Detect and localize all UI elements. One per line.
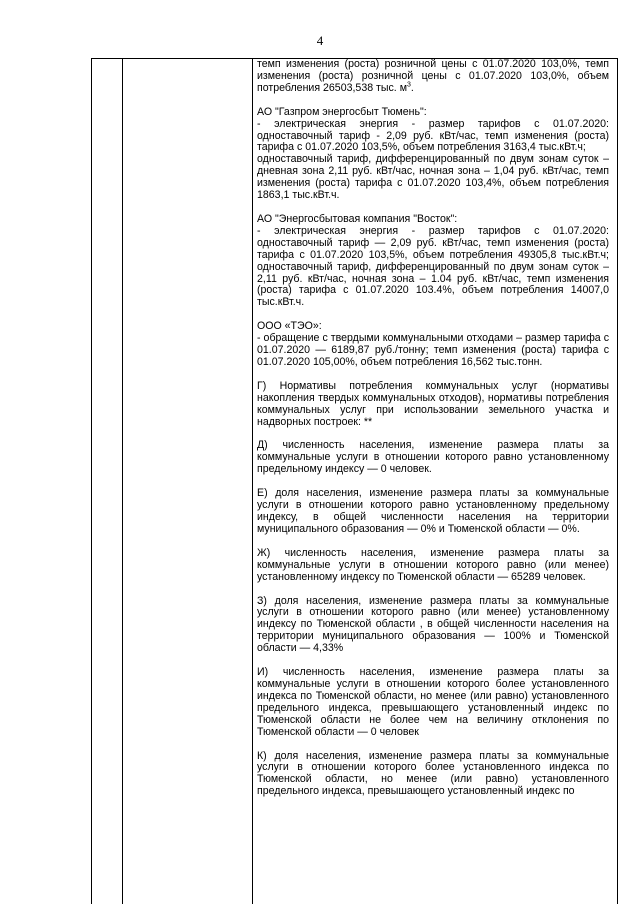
text-block [257,107,609,202]
block-paragraph: Ж) численность населения, изменение размера платы за коммунальные услуги в отношении которого равно (или менее) установленному индексу по Тюменской области — 65289 человек. [257,546,609,583]
block-paragraph: - электрическая энергия - размер тарифов с 01.07.2020: одноставочный тариф - 2,09 руб. кВт/час, темп изменения (роста) тарифа с 01.07.2020 103,5%, объем потребления 3163,4 тыс.кВт.ч; [257,117,609,154]
text-block [257,667,609,738]
text-block [257,751,609,799]
table-frame [91,58,618,904]
block-paragraph: одноставочный тариф, дифференцированный по двум зонам суток – дневная зона 2,11 руб. кВт/час, ночная зона – 1,04 руб. кВт/час, темп изменения (роста) тарифа с 01.07.2020 103,4%, объем потребления 1863,1 тыс.кВт.ч. [257,153,609,202]
page-number: 4 [316,33,324,48]
block-paragraph: - электрическая энергия - размер тарифов с 01.07.2020: одноставочный тариф — 2,09 руб. кВт/час, темп изменения (роста) тарифа с 01.07.2020 103,5%, объем потребления 49305,8 тыс.кВт.ч; одноставочный тариф, дифференцированный по двум зонам суток – 2,11 руб. кВт/час, ночная зона – 1.04 руб. кВт/час, темп изменения (роста) тарифа с 01.07.2020 103.4%, объем потребления 14007,0 тыс.кВт.ч. [257,224,609,309]
text-block [257,214,609,309]
block-paragraph: Д) численность населения, изменение размера платы за коммунальные услуги в отношении которого равно установленному предельному индексу — 0 человек. [257,439,609,476]
text-block [257,548,609,584]
text-block [257,596,609,656]
text-block [257,59,609,95]
block-paragraph: Г) Нормативы потребления коммунальных услуг (нормативы накопления твердых коммунальных отходов), нормативы потребления коммунальных услуг при использовании земельного участка и надворных построек: ** [257,379,609,428]
block-paragraph: темп изменения (роста) розничной цены с 01.07.2020 103,0%, темп изменения (роста) розничной цены с 01.07.2020 103,0%, объем потребления 26503,538 тыс. $м^3$. [257,59,609,94]
block-paragraph: Е) доля населения, изменение размера платы за коммунальные услуги в отношении которого равно установленному предельному индексу, в общей численности населения на территории муниципального образования — 0% и Тюменской области — 0%. [257,487,609,535]
column-divider-2 [252,59,253,904]
block-heading: АО "Газпром энергосбыт Тюмень": [257,105,427,118]
block-heading: ООО «ТЭО»: [257,320,322,333]
table-text-cell [257,59,609,904]
text-block [257,488,609,536]
block-paragraph: К) доля населения, изменение размера платы за коммунальные услуги в отношении которого более установленного индекса по Тюменской области, но менее (или равно) установленного предельного индекса, превышающего установленный индекс по [257,749,609,798]
block-paragraph: З) доля населения, изменение размера платы за коммунальные услуги в отношении которого равно (или менее) установленному индексу по Тюменской области , в общей численности населения на территории муниципального образования — 100% и Тюменской области — 4,33% [257,594,609,655]
text-block [257,440,609,476]
block-paragraph: И) численность населения, изменение размера платы за коммунальные услуги в отношении которого более установленного индекса по Тюменской области, но менее (или равно) установленного предельного индекса, превышающего установленный индекс по Тюменской области не более чем на величину отклонения по Тюменской области — 0 человек [257,666,609,738]
block-paragraph: - обращение с твердыми коммунальными отходами – размер тарифа с 01.07.2020 — 6189,87 руб./тонну; темп изменения (роста) тарифа с 01.07.2020 105,00%, объем потребления 16,562 тыс.тонн. [257,332,609,368]
block-heading: АО "Энергосбытовая компания "Восток": [257,212,458,225]
text-block [257,381,609,429]
column-divider-1 [122,59,123,904]
text-block [257,321,609,369]
